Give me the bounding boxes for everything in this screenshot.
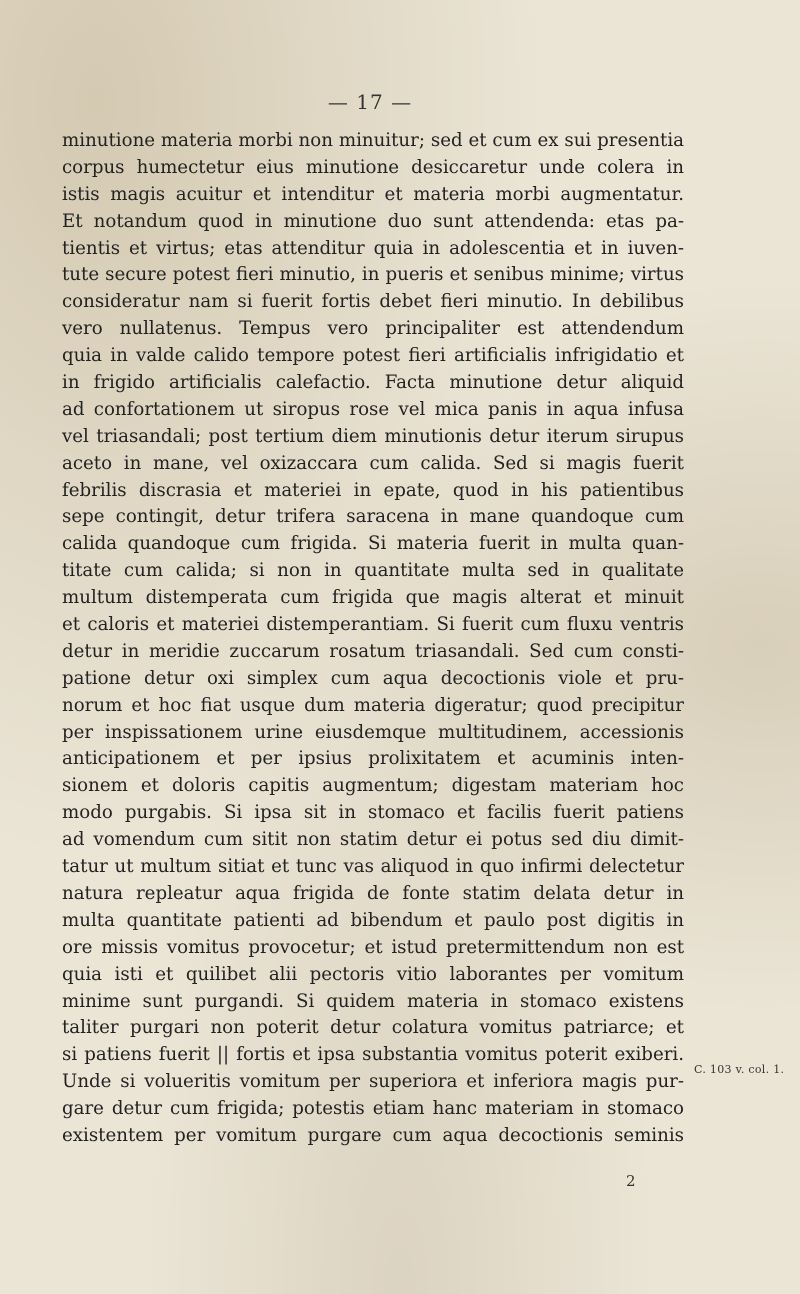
text-line: aceto in mane, vel oxizaccara cum calida. Sed si magis fuerit <box>62 452 684 474</box>
text-line: quia in valde calido tempore potest fieri artificialis infrigidatio et <box>62 345 684 367</box>
text-line: anticipationem et per ipsius prolixitatem et acuminis inten- <box>62 748 684 770</box>
text-line: quia isti et quilibet alii pectoris vitio laborantes per vomitum <box>62 963 684 985</box>
text-line: ad confortationem ut siropus rose vel mica panis in aqua infusa <box>62 398 684 420</box>
text-line: ad vomendum cum sitit non statim detur ei potus sed diu dimit- <box>62 829 684 851</box>
text-line: tatur ut multum sitiat et tunc vas aliquod in quo infirmi delectetur <box>62 856 684 878</box>
text-line: sepe contingit, detur trifera saracena in mane quandoque cum <box>62 506 684 528</box>
text-line: natura repleatur aqua frigida de fonte statim delata detur in <box>62 882 684 904</box>
text-line: multa quantitate patienti ad bibendum et paulo post digitis in <box>62 909 684 931</box>
text-line: titate cum calida; si non in quantitate multa sed in qualitate <box>62 560 684 582</box>
text-line: corpus humectetur eius minutione desiccaretur unde colera in <box>62 156 684 178</box>
body-text <box>62 128 684 1150</box>
text-line: si patiens fuerit || fortis et ipsa substantia vomitus poterit exiberi. <box>62 1044 684 1066</box>
text-line: norum et hoc fiat usque dum materia digeratur; quod precipitur <box>62 694 684 716</box>
text-line: Et notandum quod in minutione duo sunt attendenda: etas pa- <box>62 210 684 232</box>
text-line: sionem et doloris capitis augmentum; digestam materiam hoc <box>62 775 684 797</box>
text-line: et caloris et materiei distemperantiam. Si fuerit cum fluxu ventris <box>62 614 684 636</box>
text-line: existentem per vomitum purgare cum aqua decoctionis seminis <box>62 1124 684 1146</box>
text-line: consideratur nam si fuerit fortis debet fieri minutio. In debilibus <box>62 291 684 313</box>
text-line: in frigido artificialis calefactio. Facta minutione detur aliquid <box>62 372 684 394</box>
margin-note: C. 103 v. col. 1. <box>694 1063 785 1076</box>
text-line: patione detur oxi simplex cum aqua decoctionis viole et pru- <box>62 667 684 689</box>
text-line: Unde si volueritis vomitum per superiora et inferiora magis pur- <box>62 1071 684 1093</box>
text-line: febrilis discrasia et materiei in epate, quod in his patientibus <box>62 479 684 501</box>
text-line: per inspissationem urine eiusdemque multitudinem, accessionis <box>62 721 684 743</box>
signature-mark: 2 <box>626 1172 636 1190</box>
text-line: taliter purgari non poterit detur colatura vomitus patriarce; et <box>62 1017 684 1039</box>
text-line: minutione materia morbi non minuitur; sed et cum ex sui presentia <box>62 130 684 151</box>
text-line: tute secure potest fieri minutio, in pueris et senibus minime; virtus <box>62 264 684 286</box>
text-line: vel triasandali; post tertium diem minutionis detur iterum sirupus <box>62 425 684 447</box>
text-line: minime sunt purgandi. Si quidem materia in stomaco existens <box>62 990 684 1012</box>
text-line: gare detur cum frigida; potestis etiam hanc materiam in stomaco <box>62 1098 684 1120</box>
text-line: detur in meridie zuccarum rosatum triasandali. Sed cum consti- <box>62 640 684 662</box>
text-line: modo purgabis. Si ipsa sit in stomaco et facilis fuerit patiens <box>62 802 684 824</box>
text-line: ore missis vomitus provocetur; et istud pretermittendum non est <box>62 936 684 958</box>
text-line: calida quandoque cum frigida. Si materia fuerit in multa quan- <box>62 533 684 555</box>
page-number: — 17 — <box>327 90 413 114</box>
text-line: istis magis acuitur et intenditur et materia morbi augmentatur. <box>62 183 684 205</box>
text-line: multum distemperata cum frigida que magis alterat et minuit <box>62 587 684 609</box>
text-line: vero nullatenus. Tempus vero principaliter est attendendum <box>62 318 684 340</box>
text-line: tientis et virtus; etas attenditur quia in adolescentia et in iuven- <box>62 237 684 259</box>
